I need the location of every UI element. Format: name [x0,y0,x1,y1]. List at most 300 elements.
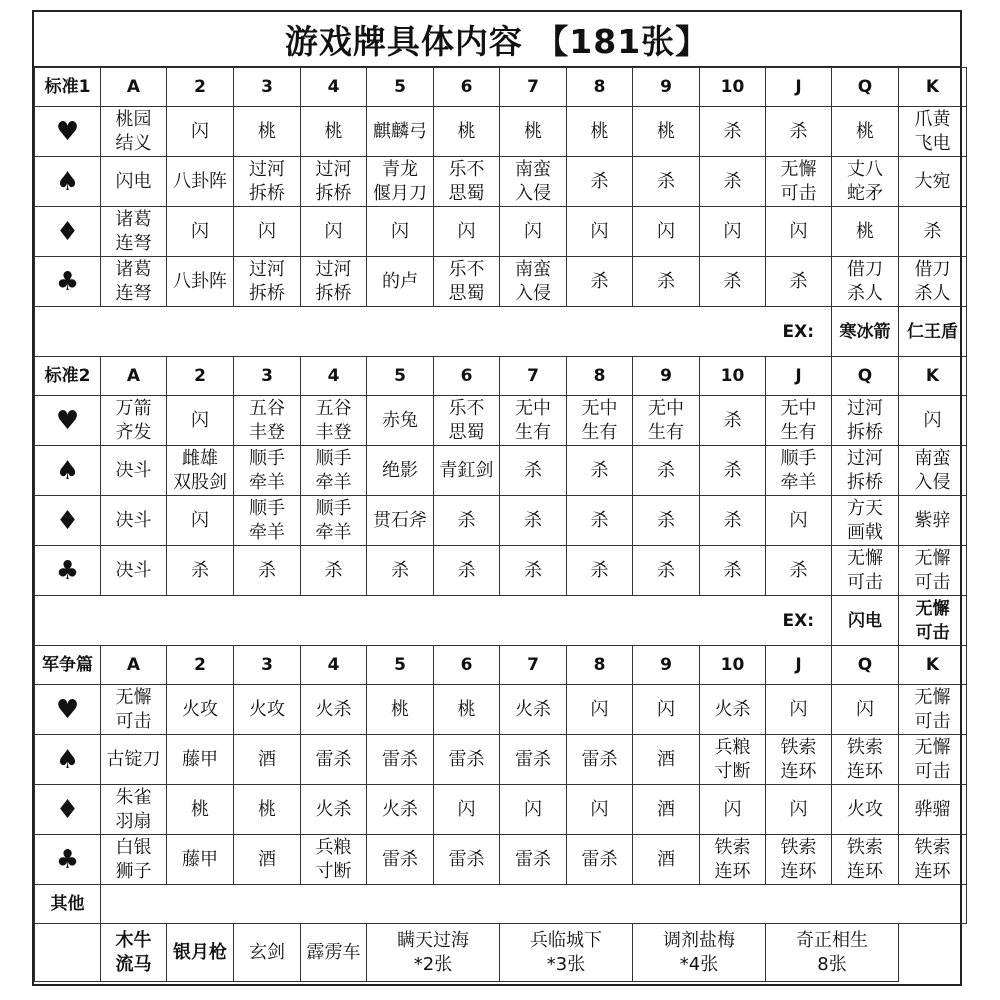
card-cell-text: 闪 [191,409,209,431]
ex-row [35,596,967,646]
card-cell-text: 火杀 [315,698,352,720]
card-cell [633,396,700,446]
card-cell-text: 诸葛 连弩 [115,258,152,304]
section-label [35,68,101,107]
card-cell [700,257,766,307]
column-header-2-text: 2 [194,366,206,386]
card-cell [234,396,301,446]
card-cell [832,735,899,785]
card-cell [167,257,234,307]
other-item-cell [101,924,167,982]
column-header-8 [567,357,633,396]
ex-card-cell [899,307,967,357]
card-cell-text: 铁索 连环 [914,836,951,882]
card-cell-text: 闪 [524,798,542,820]
card-cell-text: 雷杀 [448,748,485,770]
diamond-suit-icon-text: ♦ [55,505,80,536]
card-cell [766,257,832,307]
card-cell-text: 酒 [657,748,675,770]
card-cell [700,107,766,157]
card-cell-text: 藤甲 [182,848,218,870]
section-header-row [35,646,967,685]
card-cell [367,546,434,596]
column-header-7 [500,646,567,685]
card-cell-text: 闪电 [115,170,152,192]
card-cell-text: 过河 拆桥 [249,158,285,204]
card-cell-text: 无懈 可击 [914,547,951,593]
card-cell-text: 桃 [258,120,276,142]
card-cell-text: 闪 [789,509,808,531]
other-blank-cell [35,924,101,982]
card-cell-text: 火攻 [182,698,218,720]
card-cell-text: 五谷 丰登 [315,397,352,443]
card-cell [567,546,633,596]
card-cell-text: 紫骍 [914,509,951,531]
card-cell-text: 南蛮 入侵 [515,258,551,304]
column-header-8 [567,68,633,107]
other-item-cell [500,924,633,982]
column-header-j-text: J [795,366,802,386]
card-cell [766,835,832,885]
column-header-3-text: 3 [261,366,273,386]
card-cell-text: 桃 [856,220,874,242]
card-cell [301,785,367,835]
card-cell [167,396,234,446]
card-cell [700,207,766,257]
other-item-name: 玄剑 [249,941,285,963]
card-cell [101,546,167,596]
column-header-10-text: 10 [720,77,745,97]
card-cell [234,107,301,157]
card-cell [301,835,367,885]
card-cell [167,496,234,546]
card-cell-text: 火攻 [847,798,883,820]
card-cell [700,446,766,496]
card-cell [434,107,500,157]
card-cell [434,257,500,307]
card-cell [434,207,500,257]
card-cell [434,546,500,596]
card-cell [367,257,434,307]
table-row [35,546,967,596]
card-cell [832,496,899,546]
card-cell [633,257,700,307]
card-cell [567,157,633,207]
ex-card-cell-text: 仁王盾 [907,321,958,342]
card-cell [700,496,766,546]
card-cell [899,207,967,257]
card-cell-text: 古锭刀 [106,748,161,770]
card-cell [367,446,434,496]
card-cell [832,685,899,735]
column-header-7-text: 7 [527,77,539,97]
card-cell-text: 杀 [789,559,808,581]
card-cell [567,446,633,496]
card-cell [500,835,567,885]
card-cell [234,157,301,207]
ex-card-cell [832,307,899,357]
card-cell-text: 杀 [391,559,409,581]
card-cell [301,685,367,735]
club-suit-icon [35,257,101,307]
card-cell-text: 杀 [657,559,675,581]
card-cell [500,207,567,257]
card-cell-text: 顺手 牵羊 [315,497,352,543]
card-cell-text: 酒 [657,848,675,870]
column-header-3 [234,357,301,396]
card-cell [500,107,567,157]
card-cell [700,685,766,735]
card-cell-text: 杀 [191,559,209,581]
card-cell [101,496,167,546]
card-cell-text: 雷杀 [448,848,485,870]
card-list-sheet [32,10,962,986]
column-header-7 [500,68,567,107]
card-cell-text: 闪 [324,220,343,242]
card-cell [766,396,832,446]
card-cell-text: 乐不 思蜀 [448,258,485,304]
card-cell [434,835,500,885]
card-cell [832,835,899,885]
card-cell [766,546,832,596]
card-cell-text: 闪 [258,220,276,242]
card-cell-text: 乐不 思蜀 [448,158,485,204]
column-header-8-text: 8 [593,366,606,386]
card-cell [367,785,434,835]
other-blank-cell [101,885,967,924]
card-cell [700,157,766,207]
other-item-name: 银月枪 [173,941,227,963]
card-cell-text: 桃 [391,698,409,720]
card-cell [101,685,167,735]
card-cell [899,785,967,835]
column-header-4-text: 4 [327,655,340,675]
card-cell [101,785,167,835]
heart-suit-icon-text: ♥ [55,116,80,147]
card-cell-text: 贯石斧 [373,509,427,531]
column-header-6-text: 6 [460,655,473,675]
card-cell [234,207,301,257]
card-cell [101,207,167,257]
card-cell-text: 杀 [723,559,742,581]
table-row [35,107,967,157]
card-cell-text: 绝影 [382,459,418,481]
column-header-4 [301,68,367,107]
column-header-a [101,68,167,107]
column-header-3-text: 3 [261,77,273,97]
column-header-j [766,357,832,396]
card-cell [234,546,301,596]
card-cell-text: 杀 [457,559,476,581]
card-cell-text: 无懈 可击 [847,547,883,593]
card-cell [766,735,832,785]
column-header-6 [434,646,500,685]
diamond-suit-icon [35,496,101,546]
card-cell-text: 杀 [723,270,742,292]
spade-suit-icon [35,735,101,785]
ex-blank-cell [35,307,766,357]
other-item-cell [234,924,301,982]
club-suit-icon [35,546,101,596]
card-cell-text: 雷杀 [382,748,418,770]
club-suit-icon-text: ♣ [55,266,80,297]
ex-label-text: EX: [782,610,815,631]
card-cell [766,785,832,835]
card-cell-text: 杀 [657,459,675,481]
card-cell [633,496,700,546]
table-row [35,785,967,835]
column-header-8 [567,646,633,685]
column-header-5-text: 5 [394,655,406,675]
card-cell-text: 桃 [258,798,276,820]
table-row [35,207,967,257]
card-cell-text: 杀 [657,270,675,292]
other-item-count: 8张 [817,953,847,975]
card-cell [234,685,301,735]
card-cell [500,685,567,735]
card-cell-text: 无中 生有 [581,397,618,443]
card-cell-text: 杀 [723,120,742,142]
column-header-3-text: 3 [261,655,273,675]
card-cell [367,735,434,785]
card-cell-text: 乐不 思蜀 [448,397,485,443]
card-cell-text: 无中 生有 [648,397,684,443]
card-cell-text: 杀 [723,170,742,192]
card-cell-text: 酒 [258,748,276,770]
column-header-2 [167,357,234,396]
card-cell-text: 闪 [191,220,209,242]
card-cell [567,835,633,885]
card-cell [766,107,832,157]
card-cell-text: 无中 生有 [515,397,551,443]
card-cell [567,685,633,735]
card-cell-text: 闪 [723,220,742,242]
card-cell-text: 青龙 偃月刀 [373,158,427,204]
column-header-4-text: 4 [327,366,340,386]
card-cell-text: 杀 [723,509,742,531]
ex-card-cell-text: 寒冰箭 [839,321,891,342]
card-cell-text: 桃 [457,120,476,142]
card-cell-text: 兵粮 寸断 [315,836,352,882]
column-header-j [766,646,832,685]
page-title: 游戏牌具体内容 【181张】 [34,12,960,68]
section-label-text: 标准1 [44,77,91,97]
diamond-suit-icon [35,207,101,257]
card-cell-text: 酒 [258,848,276,870]
card-cell [633,107,700,157]
other-item-name: 奇正相生 [796,929,868,951]
card-cell [899,496,967,546]
card-cell [167,446,234,496]
card-cell-text: 桃园 结义 [115,108,152,154]
card-cell-text: 杀 [590,270,609,292]
card-cell-text: 铁索 连环 [780,836,817,882]
diamond-suit-icon-text: ♦ [55,216,80,247]
column-header-4 [301,646,367,685]
card-cell-text: 杀 [657,170,675,192]
column-header-j-text: J [795,77,802,97]
card-cell [234,446,301,496]
card-cell-text: 铁索 连环 [714,836,751,882]
ex-card-cell-text: 无懈 可击 [915,598,950,643]
card-cell-text: 诸葛 连弩 [115,208,152,254]
column-header-4 [301,357,367,396]
table-row [35,685,967,735]
card-cell [899,835,967,885]
card-cell-text: 决斗 [115,559,152,581]
card-cell-text: 五谷 丰登 [249,397,285,443]
card-cell [167,546,234,596]
card-cell [567,496,633,546]
card-cell-text: 过河 拆桥 [249,258,285,304]
column-header-2 [167,68,234,107]
column-header-7-text: 7 [527,655,539,675]
card-cell [766,685,832,735]
card-cell [234,735,301,785]
diamond-suit-icon-text: ♦ [55,794,80,825]
spade-suit-icon [35,446,101,496]
other-item-name: 木牛 流马 [115,929,152,975]
card-cell-text: 闪 [590,798,609,820]
card-cell [832,546,899,596]
other-item-name: 瞒天过海 [397,929,469,951]
card-cell-text: 无懈 可击 [780,158,817,204]
card-cell-text: 无懈 可击 [914,736,951,782]
card-cell-text: 万箭 齐发 [115,397,152,443]
card-cell [700,735,766,785]
card-cell-text: 桃 [457,698,476,720]
column-header-2 [167,646,234,685]
heart-suit-icon-text: ♥ [55,405,80,436]
other-item-cell [167,924,234,982]
card-cell-text: 闪 [590,220,609,242]
card-cell [500,257,567,307]
card-cell [500,496,567,546]
card-cell-text: 雌雄 双股剑 [173,447,227,493]
card-cell-text: 大宛 [914,170,951,192]
card-cell-text: 杀 [657,509,675,531]
column-header-9-text: 9 [660,366,672,386]
card-cell [434,446,500,496]
column-header-9 [633,357,700,396]
column-header-6 [434,68,500,107]
card-cell [500,446,567,496]
card-cell [367,396,434,446]
column-header-2-text: 2 [194,655,206,675]
table-row [35,396,967,446]
column-header-3 [234,68,301,107]
card-cell-text: 闪 [524,220,542,242]
club-suit-icon [35,835,101,885]
card-cell-text: 火攻 [249,698,285,720]
column-header-k-text: K [925,77,940,97]
card-cell-text: 闪 [391,220,409,242]
card-cell-text: 无中 生有 [780,397,817,443]
card-cell-text: 火杀 [515,698,551,720]
card-cell [700,835,766,885]
table-row [35,496,967,546]
card-cell [766,207,832,257]
card-cell [101,257,167,307]
card-cell [434,785,500,835]
other-item-name: 霹雳车 [306,941,361,963]
card-cell [434,735,500,785]
ex-label [766,307,832,357]
card-cell [234,496,301,546]
card-table [34,67,967,982]
column-header-5-text: 5 [394,366,406,386]
card-cell-text: 杀 [324,559,343,581]
card-cell-text: 顺手 牵羊 [315,447,352,493]
card-cell [167,207,234,257]
card-cell [899,107,967,157]
card-cell [234,835,301,885]
card-cell [101,107,167,157]
card-cell-text: 杀 [590,509,609,531]
card-cell [301,735,367,785]
ex-card-cell-text: 闪电 [848,610,882,631]
card-cell [899,396,967,446]
card-cell-text: 八卦阵 [173,270,227,292]
column-header-10 [700,68,766,107]
table-row [35,835,967,885]
card-cell-text: 桃 [524,120,542,142]
card-cell-text: 杀 [723,409,742,431]
card-cell-text: 雷杀 [581,748,618,770]
card-cell [301,157,367,207]
card-cell-text: 杀 [590,559,609,581]
card-cell [567,107,633,157]
card-cell-text: 闪 [789,220,808,242]
card-cell [500,157,567,207]
card-cell-text: 火杀 [315,798,352,820]
card-cell-text: 酒 [657,798,675,820]
card-cell-text: 过河 拆桥 [315,258,352,304]
column-header-j-text: J [795,655,802,675]
card-cell [567,207,633,257]
card-cell-text: 方天 画戟 [847,497,883,543]
spade-suit-icon-text: ♠ [55,166,80,197]
card-cell [633,157,700,207]
card-cell-text: 闪 [457,220,476,242]
card-cell-text: 杀 [789,270,808,292]
card-cell [567,785,633,835]
card-cell-text: 桃 [191,798,209,820]
card-cell-text: 雷杀 [515,748,551,770]
other-label-text: 其他 [50,894,85,914]
card-cell-text: 杀 [590,459,609,481]
card-cell-text: 杀 [258,559,276,581]
card-cell-text: 爪黄 飞电 [914,108,951,154]
section-label [35,357,101,396]
column-header-5 [367,357,434,396]
card-cell-text: 桃 [324,120,343,142]
ex-label [766,596,832,646]
card-cell [899,157,967,207]
table-row [35,446,967,496]
card-cell-text: 闪 [457,798,476,820]
other-label [35,885,101,924]
card-cell-text: 闪 [789,698,808,720]
card-cell-text: 闪 [723,798,742,820]
card-cell [832,446,899,496]
card-cell [766,446,832,496]
other-item-count: *2张 [413,953,453,975]
column-header-a-text: A [126,655,141,675]
card-cell-text: 过河 拆桥 [847,447,883,493]
card-cell-text: 闪 [657,220,675,242]
card-cell [301,257,367,307]
